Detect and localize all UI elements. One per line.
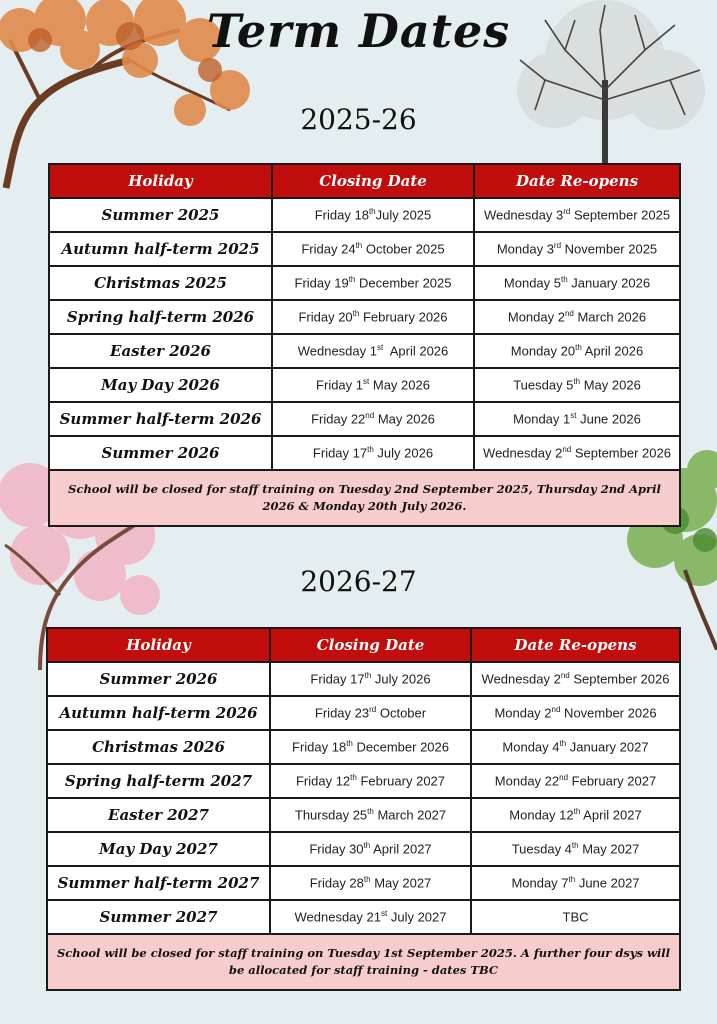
date-main-text: Monday 20	[510, 343, 576, 359]
table-header-row	[47, 628, 680, 662]
page-title: Term Dates	[206, 4, 511, 58]
date-main-text: Monday 3	[496, 241, 554, 257]
date-ordinal-suffix: th	[367, 445, 374, 455]
date-main-text: Friday 20	[298, 309, 353, 325]
date-main-text: Monday 2	[507, 309, 565, 325]
date-ordinal-suffix: th	[355, 241, 363, 251]
date-ordinal-suffix: th	[346, 739, 353, 749]
date-ordinal-suffix: th	[364, 671, 372, 681]
date-month-text: May 2026	[580, 377, 641, 393]
reopens-date-cell	[471, 832, 680, 866]
reopens-date-cell	[474, 436, 680, 470]
date-ordinal-suffix: nd	[562, 445, 572, 455]
reopens-date-cell	[471, 798, 680, 832]
date-main-text: Friday 19	[294, 275, 349, 291]
date-month-text: May 2027	[578, 841, 640, 857]
date-month-text: July 2025	[375, 207, 432, 223]
table-row	[47, 662, 680, 696]
holiday-cell: Summer 2026	[47, 662, 270, 696]
date-month-text: September 2026	[571, 445, 671, 461]
date-main-text: Friday 18	[292, 739, 347, 755]
date-month-text: September 2025	[570, 207, 671, 223]
closing-date-cell	[272, 232, 474, 266]
date-ordinal-suffix: th	[575, 343, 582, 353]
date-main-text: Tuesday 4	[511, 841, 572, 857]
date-ordinal-suffix: rd	[369, 705, 377, 715]
date-ordinal-suffix: st	[376, 343, 384, 353]
date-ordinal-suffix: th	[573, 807, 581, 817]
holiday-cell: Summer 2026	[49, 436, 272, 470]
date-ordinal-suffix: th	[571, 841, 579, 851]
column-header-reopens: Date Re-opens	[474, 164, 680, 198]
date-ordinal-suffix: th	[348, 275, 356, 285]
closing-date-cell	[272, 198, 474, 232]
date-main-text: Friday 17	[312, 445, 368, 461]
date-main-text: Friday 28	[309, 875, 364, 891]
table-row	[47, 832, 680, 866]
date-main-text: Monday 4	[502, 739, 560, 755]
date-main-text: Friday 17	[310, 671, 365, 687]
date-main-text: Wednesday 21	[294, 909, 381, 925]
staff-training-note: School will be closed for staff training on Tuesday 2nd September 2025, Thursday 2nd April 2026 & Monday 20th July 2026.	[49, 470, 680, 526]
closing-date-cell	[270, 662, 471, 696]
note-row	[49, 470, 680, 526]
closing-date-cell	[270, 866, 471, 900]
date-month-text: April 2026	[383, 343, 449, 359]
reopens-date-cell	[471, 900, 680, 934]
holiday-cell: Summer 2025	[49, 198, 272, 232]
column-header-holiday: Holiday	[49, 164, 272, 198]
table-row	[47, 866, 680, 900]
reopens-date-cell	[471, 730, 680, 764]
date-main-text: Friday 23	[314, 705, 370, 721]
date-ordinal-suffix: th	[350, 773, 357, 783]
table-row	[47, 696, 680, 730]
year-heading-2026-27: 2026-27	[300, 565, 417, 598]
date-month-text: July 2027	[387, 909, 447, 925]
holiday-cell: Christmas 2025	[49, 266, 272, 300]
date-month-text: October 2025	[362, 241, 445, 257]
date-month-text: May 2026	[369, 377, 430, 393]
date-month-text: February 2027	[568, 773, 657, 789]
date-month-text: March 2026	[573, 309, 647, 325]
date-month-text: June 2026	[576, 411, 641, 427]
date-main-text: Monday 5	[503, 275, 561, 291]
holiday-cell: May Day 2026	[49, 368, 272, 402]
date-ordinal-suffix: nd	[365, 411, 375, 421]
closing-date-cell	[272, 436, 474, 470]
date-main-text: Monday 1	[513, 411, 571, 427]
date-ordinal-suffix: nd	[559, 773, 569, 783]
holiday-cell: Summer half-term 2027	[47, 866, 270, 900]
date-month-text: November 2026	[560, 705, 657, 721]
date-ordinal-suffix: nd	[560, 671, 570, 681]
date-month-text: April 2027	[580, 807, 642, 823]
table-row	[49, 402, 680, 436]
reopens-date-cell	[474, 402, 680, 436]
date-month-text: March 2027	[373, 807, 447, 823]
column-header-holiday: Holiday	[47, 628, 270, 662]
date-month-text: April 2026	[581, 343, 644, 359]
table-row	[47, 798, 680, 832]
term-table-2026-27	[46, 627, 681, 991]
reopens-date-cell	[471, 866, 680, 900]
holiday-cell: Christmas 2026	[47, 730, 270, 764]
holiday-cell: Easter 2026	[49, 334, 272, 368]
table-row	[49, 232, 680, 266]
date-ordinal-suffix: rd	[553, 241, 562, 251]
date-ordinal-suffix: nd	[564, 309, 574, 319]
date-main-text: Friday 18	[314, 207, 369, 223]
reopens-date-cell	[471, 696, 680, 730]
date-month-text: November 2025	[561, 241, 658, 257]
column-header-closing-date: Closing Date	[270, 628, 471, 662]
date-month-text: February 2026	[359, 309, 448, 325]
date-month-text: December 2026	[352, 739, 449, 755]
date-month-text: July 2026	[371, 671, 431, 687]
date-ordinal-suffix: th	[363, 841, 371, 851]
date-month-text: January 2026	[567, 275, 651, 291]
date-month-text: February 2027	[356, 773, 446, 789]
date-month-text: April 2027	[370, 841, 432, 857]
date-ordinal-suffix: rd	[563, 207, 571, 217]
closing-date-cell	[270, 900, 471, 934]
reopens-date-cell	[471, 764, 680, 798]
table-row	[49, 198, 680, 232]
reopens-date-cell	[474, 232, 680, 266]
closing-date-cell	[270, 832, 471, 866]
reopens-date-cell	[474, 300, 680, 334]
closing-date-cell	[270, 798, 471, 832]
date-month-text: December 2025	[355, 275, 452, 291]
closing-date-cell	[272, 266, 474, 300]
holiday-cell: Autumn half-term 2026	[47, 696, 270, 730]
date-ordinal-suffix: nd	[551, 705, 561, 715]
date-ordinal-suffix: st	[381, 909, 388, 919]
date-main-text: Friday 22	[311, 411, 366, 427]
date-main-text: Wednesday 2	[481, 671, 561, 687]
note-row	[47, 934, 680, 990]
date-main-text: Wednesday 2	[483, 445, 563, 461]
holiday-cell: Spring half-term 2027	[47, 764, 270, 798]
date-ordinal-suffix: th	[568, 875, 576, 885]
date-month-text: October	[376, 705, 427, 721]
date-ordinal-suffix: th	[352, 309, 360, 319]
closing-date-cell	[270, 696, 471, 730]
closing-date-cell	[270, 764, 471, 798]
date-main-text: Thursday 25	[294, 807, 368, 823]
closing-date-cell	[272, 334, 474, 368]
date-ordinal-suffix: th	[363, 875, 371, 885]
date-month-text: July 2026	[373, 445, 434, 461]
date-main-text: Tuesday 5	[513, 377, 574, 393]
table-row	[47, 730, 680, 764]
closing-date-cell	[272, 402, 474, 436]
table-row	[49, 334, 680, 368]
reopens-date-cell	[474, 198, 680, 232]
table-header-row	[49, 164, 680, 198]
table-row	[49, 436, 680, 470]
term-table-2025-26	[48, 163, 681, 527]
date-main-text: Monday 7	[511, 875, 569, 891]
date-month-text: June 2027	[575, 875, 640, 891]
staff-training-note: School will be closed for staff training on Tuesday 1st September 2025. A further four dsys will be allocated for staff training - dates TBC	[47, 934, 680, 990]
date-main-text: Friday 12	[295, 773, 351, 789]
date-main-text: Wednesday 1	[297, 343, 377, 359]
holiday-cell: Autumn half-term 2025	[49, 232, 272, 266]
date-month-text: September 2026	[569, 671, 670, 687]
date-main-text: Wednesday 3	[483, 207, 564, 223]
reopens-date-cell	[474, 334, 680, 368]
reopens-date-cell	[471, 662, 680, 696]
holiday-cell: Summer 2027	[47, 900, 270, 934]
date-ordinal-suffix: st	[363, 377, 370, 387]
date-main-text: TBC	[562, 909, 589, 925]
date-main-text: Monday 12	[509, 807, 574, 823]
date-ordinal-suffix: st	[570, 411, 577, 421]
year-heading-2025-26: 2025-26	[300, 103, 417, 136]
date-ordinal-suffix: th	[368, 207, 376, 217]
date-month-text: January 2027	[566, 739, 649, 755]
holiday-cell: May Day 2027	[47, 832, 270, 866]
closing-date-cell	[272, 300, 474, 334]
closing-date-cell	[272, 368, 474, 402]
column-header-closing-date: Closing Date	[272, 164, 474, 198]
date-main-text: Friday 30	[309, 841, 364, 857]
reopens-date-cell	[474, 368, 680, 402]
date-month-text: May 2026	[374, 411, 435, 427]
date-main-text: Friday 24	[301, 241, 356, 257]
date-month-text: May 2027	[370, 875, 432, 891]
holiday-cell: Summer half-term 2026	[49, 402, 272, 436]
closing-date-cell	[270, 730, 471, 764]
date-main-text: Monday 22	[494, 773, 560, 789]
table-row	[49, 368, 680, 402]
date-ordinal-suffix: th	[559, 739, 567, 749]
date-ordinal-suffix: th	[561, 275, 568, 285]
table-row	[47, 900, 680, 934]
date-ordinal-suffix: th	[573, 377, 581, 387]
table-row	[49, 266, 680, 300]
date-main-text: Friday 1	[316, 377, 364, 393]
holiday-cell: Spring half-term 2026	[49, 300, 272, 334]
table-row	[49, 300, 680, 334]
date-ordinal-suffix: th	[367, 807, 374, 817]
column-header-reopens: Date Re-opens	[471, 628, 680, 662]
date-main-text: Monday 2	[494, 705, 552, 721]
holiday-cell: Easter 2027	[47, 798, 270, 832]
reopens-date-cell	[474, 266, 680, 300]
table-row	[47, 764, 680, 798]
